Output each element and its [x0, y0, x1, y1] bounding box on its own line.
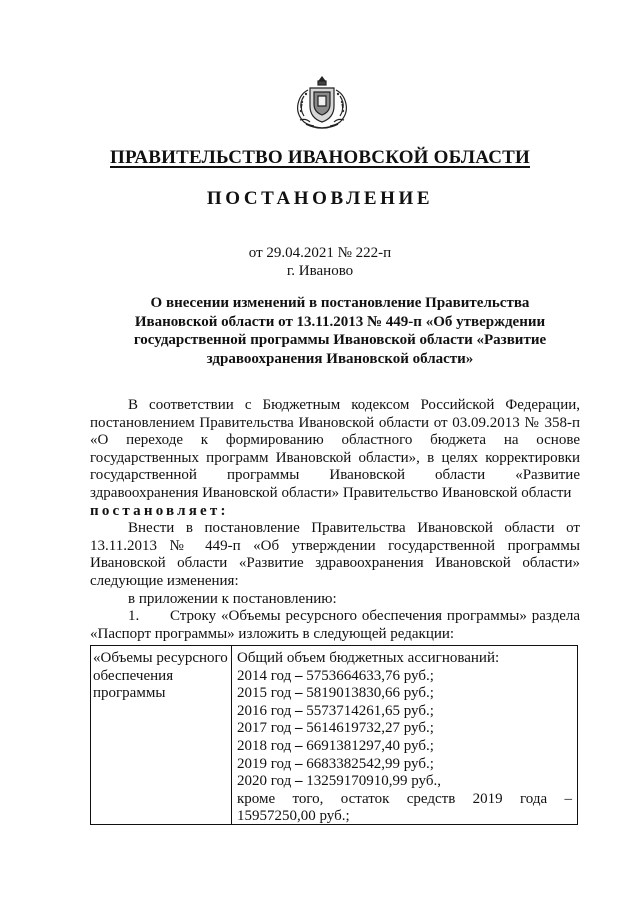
resolves-line [90, 503, 580, 521]
table-right-header: Общий объем бюджетных ассигнований: [237, 650, 500, 666]
subject-line: О внесении изменений в постановление Правительства [150, 295, 530, 311]
body-paragraph-3: в приложении к постановлению: [128, 590, 337, 607]
remainder-word: кроме [237, 790, 276, 807]
table-row [237, 685, 572, 703]
item-1 [90, 608, 580, 643]
row-amount: 6683382542,99 руб.; [306, 755, 434, 772]
row-year: 2017 год [237, 720, 292, 737]
table-row [237, 738, 572, 756]
resource-table [90, 645, 578, 825]
table-row [237, 720, 572, 738]
row-dash: – [294, 773, 303, 790]
row-year: 2016 год [237, 702, 292, 719]
row-dash: – [294, 667, 303, 684]
row-year: 2015 год [237, 685, 292, 702]
row-dash: – [294, 755, 303, 772]
table-row [237, 668, 572, 686]
remainder-word: средств [406, 790, 456, 807]
remainder-word: – [564, 790, 572, 807]
row-dash: – [294, 702, 303, 719]
table-row [237, 773, 572, 791]
row-amount: 13259170910,99 руб., [306, 773, 441, 790]
row-amount: 5753664633,76 руб.; [306, 667, 434, 684]
row-dash: – [294, 685, 303, 702]
coat-of-arms-emblem [292, 74, 352, 132]
government-title: ПРАВИТЕЛЬСТВО ИВАНОВСКОЙ ОБЛАСТИ [110, 147, 530, 168]
table-right-cell [237, 650, 572, 826]
row-dash: – [294, 737, 303, 754]
item-1-text: Строку «Объемы ресурсного обеспечения программы» раздела «Паспорт программы» изложить в следующей редакции: [90, 608, 580, 642]
document-subject [95, 294, 585, 368]
table-left-cell: «Объемы ресурсного обеспечения программы [93, 650, 228, 702]
remainder-word: того, [292, 790, 324, 807]
row-year: 2019 год [237, 755, 292, 772]
document-date-number: от 29.04.2021 № 222-п [248, 245, 392, 261]
resolves-word: постановляет: [90, 502, 229, 519]
row-year: 2014 год [237, 667, 292, 684]
body-paragraph-1: В соответствии с Бюджетным кодексом Российской Федерации, постановлением Правительства Ивановской области от 03.09.2013 № 358-п «О переходе к формированию областного бюджета на основе государственных программ Ивановской области», в целях корректировки государственной программы Ивановской области «Развитие здравоохранения Ивановской области» Правительство Ивановской области [90, 397, 580, 501]
table-remainder-amount: 15957250,00 руб.; [237, 808, 350, 825]
document-city: г. Иваново [286, 263, 354, 279]
body-paragraph-1-block [90, 397, 580, 643]
row-amount: 5573714261,65 руб.; [306, 702, 434, 719]
row-dash: – [294, 720, 303, 737]
subject-line: Ивановской области от 13.11.2013 № 449-п «Об утверждении [134, 313, 546, 330]
remainder-word: 2019 [472, 790, 503, 807]
remainder-word: остаток [340, 790, 390, 807]
table-column-divider [231, 646, 232, 824]
body-paragraph-2: Внести в постановление Правительства Ивановской области от 13.11.2013 № 449-п «Об утверждении государственной программы Ивановской области «Развитие здравоохранения Ивановской области» следующие изменения: [90, 520, 580, 589]
row-amount: 5614619732,27 руб.; [306, 720, 434, 737]
table-row [237, 756, 572, 774]
row-year: 2018 год [237, 737, 292, 754]
remainder-word: года [520, 790, 548, 807]
row-year: 2020 год [237, 773, 292, 790]
table-row [237, 703, 572, 721]
row-amount: 6691381297,40 руб.; [306, 737, 434, 754]
subject-line: государственной программы Ивановской области «Развитие [133, 332, 547, 348]
subject-line: здравоохранения Ивановской области» [206, 350, 474, 367]
document-type: ПОСТАНОВЛЕНИЕ [206, 188, 434, 209]
table-remainder-line [237, 791, 572, 809]
item-1-number: 1. [128, 608, 140, 625]
row-amount: 5819013830,66 руб.; [306, 685, 434, 702]
